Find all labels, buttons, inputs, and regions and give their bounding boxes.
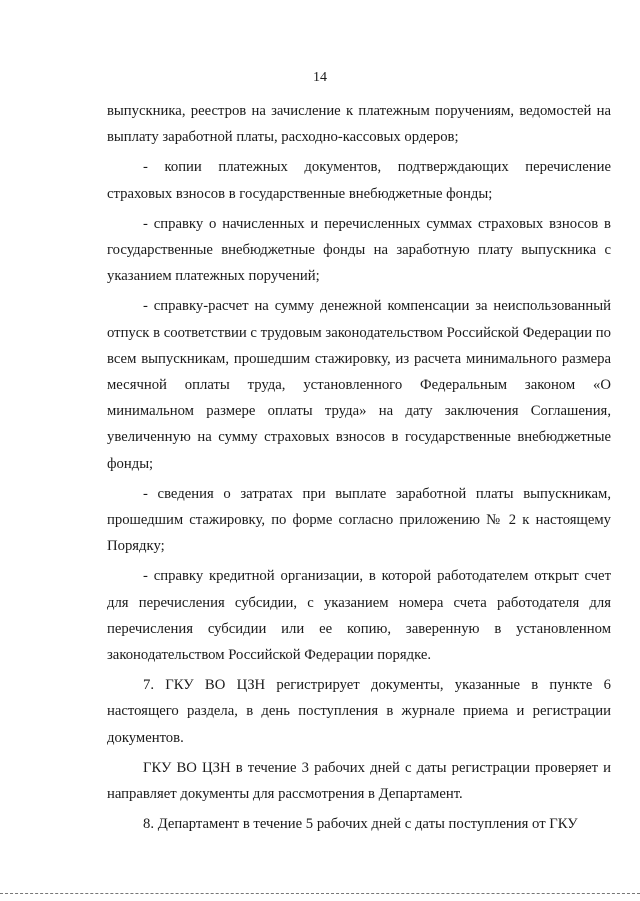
- paragraph-6: - справку кредитной организации, в которой работодателем открыт счет для перечисления субсидии, с указанием номера счета работодателя для перечисления субсидии или ее копию, заверенную в установленном законодательством Российской Федерации порядке.: [107, 568, 611, 664]
- paragraph-7: 7. ГКУ ВО ЦЗН регистрирует документы, указанные в пункте 6 настоящего раздела, в день поступления в журнале приема и регистрации документов.: [107, 677, 611, 746]
- document-body: [107, 98, 611, 837]
- paragraph-5: - сведения о затратах при выплате заработной платы выпускникам, прошедшим стажировку, по форме согласно приложению № 2 к настоящему Порядку;: [107, 485, 611, 555]
- paragraph-9: 8. Департамент в течение 5 рабочих дней с даты поступления от ГКУ: [143, 816, 578, 833]
- page-bottom-divider: [0, 893, 640, 894]
- paragraph-4: - справку-расчет на сумму денежной компенсации за неиспользованный отпуск в соответствии с трудовым законодательством Российской Федерации по всем выпускникам, прошедшим стажировку, из расчета минимального размера месячной оплаты труда, установленного Федеральным законом «О минимальном размере оплаты труда» на дату заключения Соглашения, увеличенную на сумму страховых взносов в государственные внебюджетные фонды;: [107, 298, 611, 472]
- paragraph-2: - копии платежных документов, подтверждающих перечисление страховых взносов в государственные внебюджетные фонды;: [107, 159, 611, 202]
- page-number: 14: [313, 70, 327, 85]
- paragraph-3: - справку о начисленных и перечисленных суммах страховых взносов в государственные внебюджетные фонды на заработную плату выпускника с указанием платежных поручений;: [107, 215, 611, 285]
- paragraph-8: ГКУ ВО ЦЗН в течение 3 рабочих дней с даты регистрации проверяет и направляет документы для рассмотрения в Департамент.: [107, 759, 611, 803]
- paragraph-1: выпускника, реестров на зачисление к платежным поручениям, ведомостей на выплату заработной платы, расходно-кассовых ордеров;: [107, 103, 611, 146]
